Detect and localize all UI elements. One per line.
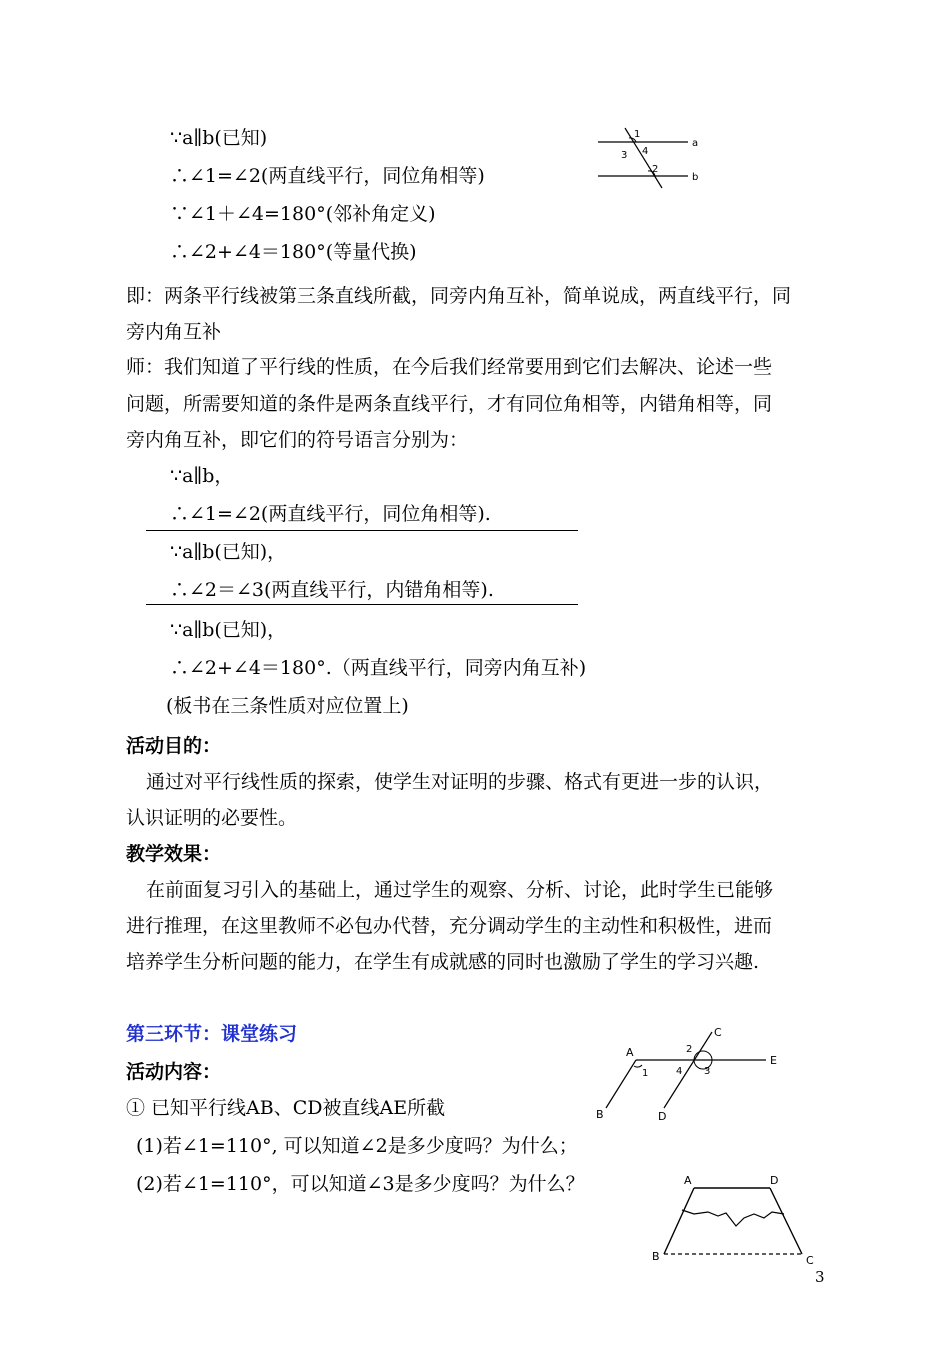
paragraph-line: 师：我们知道了平行线的性质，在今后我们经常要用到它们去解决、论述一些: [126, 356, 773, 378]
section-heading: 教学效果：: [126, 843, 222, 865]
angle-label: 3: [704, 1066, 711, 1077]
point-label: A: [626, 1046, 634, 1059]
symbol-line: ∵a∥b，: [170, 465, 234, 487]
symbol-line: ∵a∥b(已知)，: [170, 541, 287, 563]
line-label: b: [692, 172, 699, 183]
symbol-line: ∴∠2＝∠3(两直线平行，内错角相等).: [170, 579, 494, 601]
section-heading: 活动内容：: [126, 1061, 222, 1083]
angle-label: 4: [642, 146, 649, 157]
angle-label: 2: [652, 164, 659, 175]
proof-line: ∴∠1=∠2(两直线平行，同位角相等): [170, 165, 485, 187]
exercise-line: (1)若∠1=110°, 可以知道∠2是多少度吗？为什么；: [136, 1135, 578, 1157]
paragraph-line: 进行推理，在这里教师不必包办代替，充分调动学生的主动性和积极性，进而: [126, 915, 773, 937]
point-label: C: [714, 1026, 722, 1039]
exercise-line: ① 已知平行线AB、CD被直线AE所截: [126, 1097, 446, 1119]
paragraph-line: 问题，所需要知道的条件是两条直线平行，才有同位角相等，内错角相等，同: [126, 393, 773, 415]
section-title: 第三环节：课堂练习: [126, 1023, 298, 1045]
section-heading: 活动目的：: [126, 735, 222, 757]
exercise-line: (2)若∠1=110°，可以知道∠3是多少度吗？为什么？: [136, 1173, 585, 1195]
symbol-line: ∴∠1=∠2(两直线平行，同位角相等).: [170, 503, 491, 525]
paragraph-line: 即：两条平行线被第三条直线所截，同旁内角互补，简单说成，两直线平行，同: [126, 285, 792, 307]
paragraph-line: 培养学生分析问题的能力，在学生有成就感的同时也激励了学生的学习兴趣.: [126, 951, 760, 973]
point-label: D: [658, 1110, 667, 1123]
proof-line: ∵∠1＋∠4=180°(邻补角定义): [170, 203, 436, 225]
page-number: 3: [815, 1268, 825, 1286]
line-label: a: [692, 138, 699, 149]
point-label: A: [684, 1174, 692, 1187]
point-label: D: [770, 1174, 779, 1187]
point-label: E: [770, 1054, 777, 1067]
angle-label: 1: [634, 129, 641, 140]
paragraph-line: 在前面复习引入的基础上，通过学生的观察、分析、讨论，此时学生已能够: [146, 879, 774, 901]
paragraph-line: 旁内角互补，即它们的符号语言分别为：: [126, 429, 469, 451]
proof-line: ∵a∥b(已知): [170, 127, 268, 149]
angle-label: 1: [642, 1068, 649, 1079]
angle-label: 4: [676, 1066, 683, 1077]
symbol-line: ∴∠2+∠4＝180°.（两直线平行，同旁内角互补): [170, 657, 587, 679]
point-label: B: [596, 1108, 604, 1121]
proof-line: ∴∠2+∠4＝180°(等量代换): [170, 241, 417, 263]
angle-label: 3: [621, 150, 628, 161]
trapezoid-figure: [646, 1168, 826, 1268]
paragraph-line: 通过对平行线性质的探索，使学生对证明的步骤、格式有更进一步的认识，: [146, 771, 774, 793]
point-label: C: [806, 1254, 814, 1267]
transversal-figure: [590, 1024, 790, 1124]
paragraph-line: 认识证明的必要性。: [126, 807, 298, 829]
symbol-line: ∵a∥b(已知)，: [170, 619, 287, 641]
point-label: B: [652, 1250, 660, 1263]
divider: [146, 604, 578, 605]
paragraph-line: 旁内角互补: [126, 321, 222, 343]
angle-label: 2: [686, 1044, 693, 1055]
note-line: (板书在三条性质对应位置上): [166, 695, 409, 717]
parallel-lines-figure: [592, 124, 708, 190]
divider: [146, 530, 578, 531]
